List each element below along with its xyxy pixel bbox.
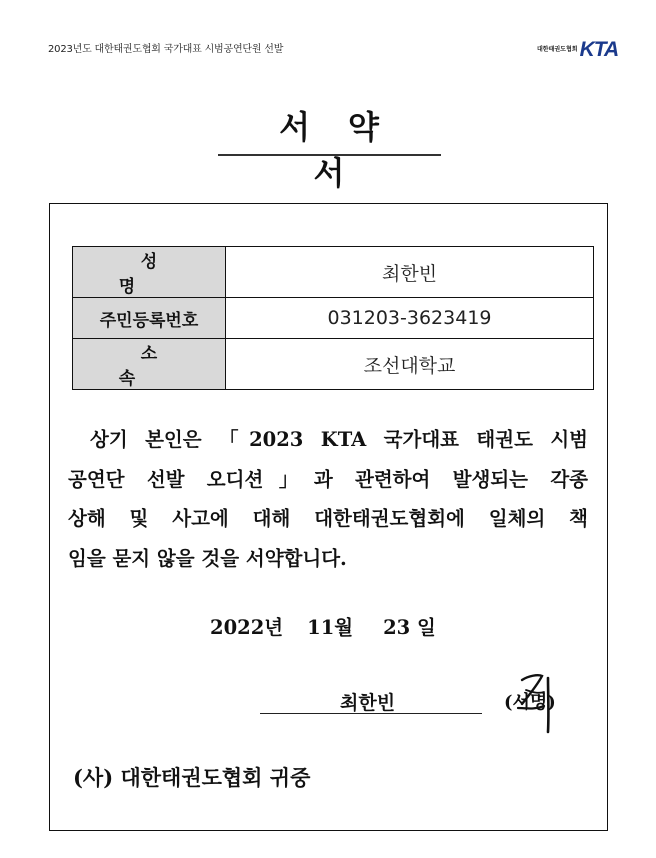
recipient-line: (사) 대한태권도협회 귀중 xyxy=(73,765,311,790)
title-underline xyxy=(218,154,441,156)
signer-name: 최한빈 xyxy=(340,692,396,714)
affiliation-value: 조선대학교 xyxy=(226,339,594,390)
signature-line xyxy=(260,713,482,714)
date-month: 11월 xyxy=(307,616,354,639)
table-row xyxy=(73,298,594,339)
signature-mark: (서명) xyxy=(504,692,556,713)
pledge-line: 상기 본인은 「2023 KTA 국가대표 태권도 시범 xyxy=(90,428,588,451)
name-label: 성명 xyxy=(118,252,202,297)
pledge-line: 상해 및 사고에 대해 대한태권도협회에 일체의 책 xyxy=(68,507,588,530)
affiliation-label: 소속 xyxy=(118,344,202,389)
id-number-label: 주민등록번호 xyxy=(73,298,226,339)
row-label xyxy=(73,339,226,390)
document-title: 서약서 xyxy=(279,108,417,192)
name-value: 최한빈 xyxy=(226,247,594,298)
pledge-date xyxy=(210,612,436,640)
pledge-line: 임을 묻지 않을 것을 서약합니다. xyxy=(68,546,347,570)
date-year: 2022년 xyxy=(210,616,284,639)
table-row xyxy=(73,339,594,390)
table-row xyxy=(73,247,594,298)
row-label xyxy=(73,247,226,298)
handwritten-signature xyxy=(508,668,558,734)
date-day: 23 일 xyxy=(383,616,436,639)
logo-small-text: 대한태권도협회 xyxy=(537,46,578,53)
logo-mark: KTA xyxy=(579,38,619,61)
pledge-line: 공연단 선발 오디션」과 관련하여 발생되는 각종 xyxy=(68,467,588,491)
info-table xyxy=(72,246,594,390)
id-number-value: 031203-3623419 xyxy=(226,298,594,339)
pledge-text xyxy=(68,420,588,578)
kta-logo xyxy=(537,34,618,60)
header-note: 2023년도 대한태권도협회 국가대표 시범공연단원 선발 xyxy=(48,44,284,55)
